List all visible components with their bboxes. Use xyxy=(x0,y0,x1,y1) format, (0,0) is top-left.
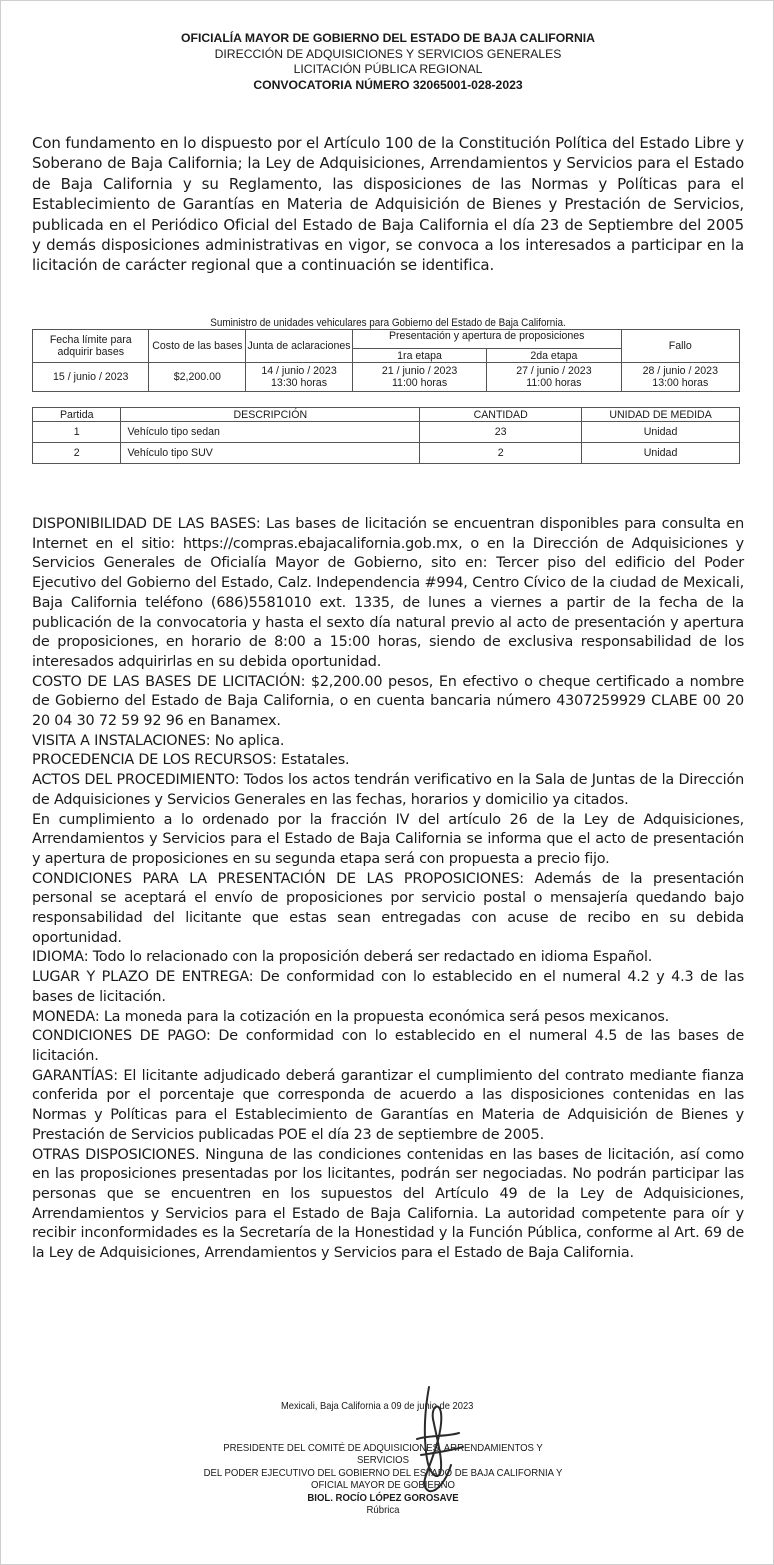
section-visita: VISITA A INSTALACIONES: No aplica. xyxy=(32,732,285,749)
signatory-block xyxy=(199,1443,567,1517)
header-line-call-number: CONVOCATORIA NÚMERO 32065001-028-2023 xyxy=(253,77,523,92)
header-line-agency: OFICIALÍA MAYOR DE GOBIERNO DEL ESTADO DE BAJA CALIFORNIA xyxy=(181,31,595,45)
header-fallo: Fallo xyxy=(621,330,739,363)
header-cantidad: CANTIDAD xyxy=(420,408,582,422)
section-disponibilidad: DISPONIBILIDAD DE LAS BASES: Las bases de licitación se encuentran disponibles para consulta en Internet en el sitio: https://compras.ebajacalifornia.gob.mx, o en la Dirección de Adquisiciones y Servicios Generales de Oficialía Mayor de Gobierno, sito en: Tercer piso del edificio del Poder Ejecutivo del Gobierno del Estado, Calz. Independencia #994, Centro Cívico de la ciudad de Mexicali, Baja California teléfono (686)5581010 ext. 1335, de lunes a viernes a partir de la fecha de la publicación de la convocatoria y hasta el sexto día natural previo al acto de presentación y apertura de proposiciones, en horario de 8:00 a 15:00 horas, siendo de exclusiva responsabilidad de los interesados adquirirlas en su debida oportunidad. xyxy=(32,516,744,670)
section-otras-disposiciones: OTRAS DISPOSICIONES. Ninguna de las condiciones contenidas en las bases de licitación, así como en las proposiciones presentadas por los licitantes, podrán ser negociadas. No podrán participar las personas que se encuentren en los supuestos del Artículo 49 de la Ley de Adquisiciones, Arrendamientos y Servicios para el Estado de Baja California. La autoridad competente para oír y recibir inconformidades es la Secretaría de la Honestidad y la Función Pública, conforme al Art. 69 de la Ley de Adquisiciones, Arrendamientos y Servicios para el Estado de Baja California. xyxy=(32,1146,744,1262)
header-segunda-etapa: 2da etapa xyxy=(487,349,621,363)
section-garantias: GARANTÍAS: El licitante adjudicado deberá garantizar el cumplimiento del contrato mediante fianza conferida por el porcentaje que corresponda de acuerdo a las disposiciones contenidas en las Normas y Políticas para el Establecimiento de Garantías en Materia de Adquisición de Bienes y Prestación de Servicios publicadas POE el día 23 de septiembre de 2005. xyxy=(32,1067,744,1143)
fallo-date: 28 / junio / 2023 xyxy=(642,365,718,377)
section-idioma: IDIOMA: Todo lo relacionado con la proposición deberá ser redactado en idioma Español. xyxy=(32,949,653,966)
section-actos: ACTOS DEL PROCEDIMIENTO: Todos los actos tendrán verificativo en la Sala de Juntas de la Dirección de Adquisiciones y Servicios Generales en las fechas, horarios y domicilio ya citados. xyxy=(32,772,744,808)
row-unidad: Unidad xyxy=(582,422,740,443)
junta-date: 14 / junio / 2023 xyxy=(261,365,337,377)
row-descripcion: Vehículo tipo SUV xyxy=(121,443,420,464)
schedule-table xyxy=(32,329,740,392)
section-cumplimiento: En cumplimiento a lo ordenado por la fracción IV del artículo 26 de la Ley de Adquisiciones, Arrendamientos y Servicios para el Estado de Baja California se informa que el acto de presentación y apertura de proposiciones en su segunda etapa será con propuesta a precio fijo. xyxy=(32,811,744,867)
header-costo-bases: Costo de las bases xyxy=(149,330,246,363)
row-partida: 2 xyxy=(33,443,121,464)
etapa2-time: 11:00 horas xyxy=(526,377,582,389)
value-fecha-limite: 15 / junio / 2023 xyxy=(33,363,149,392)
section-procedencia: PROCEDENCIA DE LOS RECURSOS: Estatales. xyxy=(32,752,350,769)
section-condiciones-pago: CONDICIONES DE PAGO: De conformidad con lo establecido en el numeral 4.5 de las bases de licitación. xyxy=(32,1028,744,1064)
header-line-direction: DIRECCIÓN DE ADQUISICIONES Y SERVICIOS GENERALES xyxy=(214,46,562,61)
junta-time: 13:30 horas xyxy=(271,377,327,389)
header-primera-etapa: 1ra etapa xyxy=(352,349,486,363)
table-row xyxy=(33,443,740,464)
value-primera-etapa xyxy=(352,363,486,392)
row-partida: 1 xyxy=(33,422,121,443)
header-presentacion: Presentación y apertura de proposiciones xyxy=(352,330,621,349)
row-cantidad: 23 xyxy=(420,422,582,443)
header-line-tender-type: LICITACIÓN PÚBLICA REGIONAL xyxy=(293,62,483,76)
section-condiciones-presentacion: CONDICIONES PARA LA PRESENTACIÓN DE LAS PROPOSICIONES: Además de la presentación personal se aceptará el envío de proposiciones por servicio postal o mensajería quedando bajo responsabilidad del licitante que estas sean entregadas con acuse de recibo en su debida oportunidad. xyxy=(32,870,744,946)
etapa1-date: 21 / junio / 2023 xyxy=(381,365,458,377)
intro-paragraph: Con fundamento en lo dispuesto por el Artículo 100 de la Constitución Política del Estado Libre y Soberano de Baja California; la Ley de Adquisiciones, Arrendamientos y Servicios para el Estado de Baja California y su Reglamento, las disposiciones de las Normas y Políticas para el Establecimiento de Garantías en Materia de Adquisición de Bienes y Prestación de Servicios, publicada en el Periódico Oficial del Estado de Baja California el día 23 de Septiembre del 2005 y demás disposiciones administrativas en vigor, se convoca a los interesados a participar en la licitación de carácter regional que a continuación se identifica. xyxy=(32,134,744,275)
header-partida: Partida xyxy=(33,408,121,422)
row-unidad: Unidad xyxy=(582,443,740,464)
value-fallo xyxy=(621,363,739,392)
row-descripcion: Vehículo tipo sedan xyxy=(121,422,420,443)
header-fecha-limite: Fecha límite para adquirir bases xyxy=(33,330,149,363)
section-costo: COSTO DE LAS BASES DE LICITACIÓN: $2,200.00 pesos, En efectivo o cheque certificado a nombre de Gobierno del Estado de Baja California, o en cuenta bancaria número 4307259929 CLABE 00 20 20 04 30 72 59 92 96 en Banamex. xyxy=(32,673,744,730)
section-moneda: MONEDA: La moneda para la cotización en la propuesta económica será pesos mexicanos. xyxy=(32,1008,669,1025)
value-junta-aclaraciones xyxy=(246,363,353,392)
etapa2-date: 27 / junio / 2023 xyxy=(516,365,592,377)
row-cantidad: 2 xyxy=(420,443,582,464)
etapa1-time: 11:00 horas xyxy=(391,377,448,389)
value-segunda-etapa xyxy=(487,363,621,392)
signatory-title-3: OFICIAL MAYOR DE GOBIERNO xyxy=(311,1480,455,1492)
header-descripcion: DESCRIPCIÓN xyxy=(121,408,420,422)
value-costo-bases: $2,200.00 xyxy=(149,363,246,392)
table-caption: Suministro de unidades vehiculares para Gobierno del Estado de Baja California. xyxy=(210,317,566,329)
document-header xyxy=(1,31,774,93)
items-table xyxy=(32,407,740,464)
header-junta-aclaraciones: Junta de aclaraciones xyxy=(246,330,353,363)
section-lugar-plazo: LUGAR Y PLAZO DE ENTREGA: De conformidad con lo establecido en el numeral 4.2 y 4.3 de las bases de licitación. xyxy=(32,969,744,1005)
conditions-body xyxy=(32,515,744,1264)
table-row xyxy=(33,422,740,443)
signatory-rubrica: Rúbrica xyxy=(366,1505,400,1517)
signature-image xyxy=(399,1379,469,1499)
footer-date: Mexicali, Baja California a 09 de junio de 2023 xyxy=(281,1401,474,1412)
fallo-time: 13:00 horas xyxy=(652,377,709,389)
signatory-title-1: PRESIDENTE DEL COMITÉ DE ADQUISICIONES, ARRENDAMIENTOS Y SERVICIOS xyxy=(223,1443,543,1467)
header-unidad-medida: UNIDAD DE MEDIDA xyxy=(582,408,740,422)
signatory-title-2: DEL PODER EJECUTIVO DEL GOBIERNO DEL ESTADO DE BAJA CALIFORNIA Y xyxy=(203,1467,563,1479)
signatory-name: BIOL. ROCÍO LÓPEZ GOROSAVE xyxy=(307,1492,459,1504)
